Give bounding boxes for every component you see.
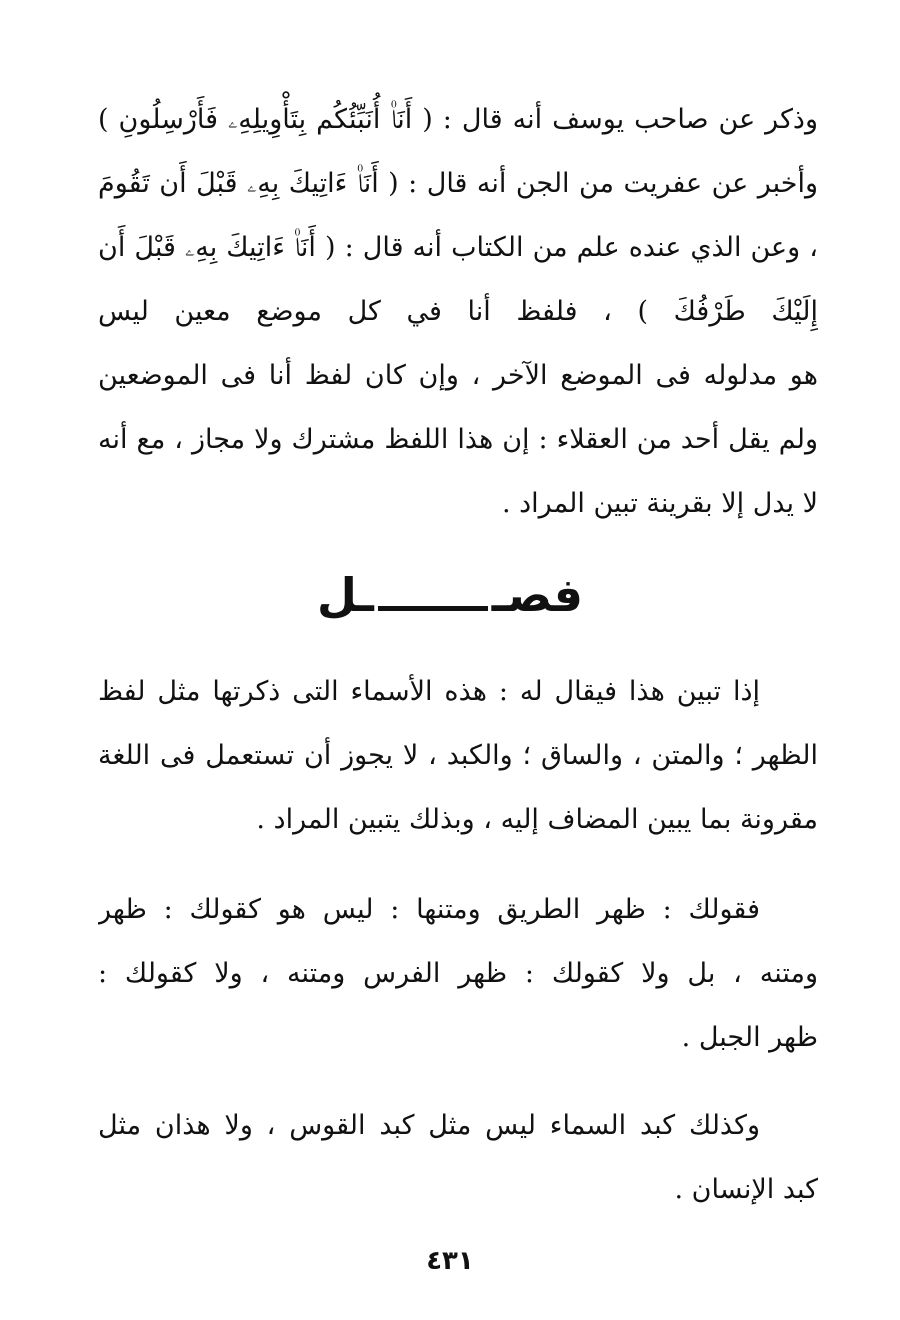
paragraph-3-line-1: فقولك : ظهر الطريق ومتنها : ليس هو كقولك : ظهر [98, 894, 760, 925]
paragraph-3-line-3: ظهر الجبل . [681, 1022, 818, 1053]
paragraph-3 [98, 878, 818, 1070]
paragraph-1-line-4: إِلَيْكَ طَرْفُكَ ) ، فلفظ أنا في كل موضع معين ليس [98, 296, 818, 327]
paragraph-4-line-1: وكذلك كبد السماء ليس مثل كبد القوس ، ولا هذان مثل [98, 1110, 760, 1141]
page-number: ٤٣١ [426, 1246, 474, 1276]
heading-tatweel-stroke [378, 606, 488, 611]
paragraph-1-line-7: لا يدل إلا بقرينة تبين المراد . [501, 488, 818, 519]
paragraph-1-line-5: هو مدلوله فى الموضع الآخر ، وإن كان لفظ أنا فى الموضعين [98, 360, 818, 391]
paragraph-1-line-2: وأخبر عن عفريت من الجن أنه قال : ( أَنَا۠ ءَاتِيكَ بِهِۦ قَبْلَ أَن تَقُومَ [98, 168, 818, 199]
section-heading-start: فصـ [491, 568, 583, 622]
paragraph-2-line-2: الظهر ؛ والمتن ، والساق ؛ والكبد ، لا يجوز أن تستعمل فى اللغة [98, 740, 818, 771]
section-heading-end: ـل [317, 568, 374, 622]
paragraph-1-line-1: وذكر عن صاحب يوسف أنه قال : ( أَنَا۠ أُنَبِّئُكُم بِتَأْوِيلِهِۦ فَأَرْسِلُونِ ) [98, 104, 818, 135]
section-heading [0, 568, 900, 622]
paragraph-2-line-3: مقرونة بما يبين المضاف إليه ، وبذلك يتبين المراد . [256, 804, 818, 835]
paragraph-1 [98, 88, 818, 536]
paragraph-4 [98, 1094, 818, 1222]
paragraph-1-line-6: ولم يقل أحد من العقلاء : إن هذا اللفظ مشترك ولا مجاز ، مع أنه [98, 424, 818, 455]
paragraph-2 [98, 660, 818, 852]
paragraph-3-line-2: ومتنه ، بل ولا كقولك : ظهر الفرس ومتنه ، ولا كقولك : [98, 958, 818, 989]
paragraph-4-line-2: كبد الإنسان . [674, 1174, 818, 1205]
paragraph-1-line-3: ، وعن الذي عنده علم من الكتاب أنه قال : ( أَنَا۠ ءَاتِيكَ بِهِۦ قَبْلَ أَن [98, 232, 818, 263]
paragraph-2-line-1: إذا تبين هذا فيقال له : هذه الأسماء التى ذكرتها مثل لفظ [98, 676, 760, 707]
